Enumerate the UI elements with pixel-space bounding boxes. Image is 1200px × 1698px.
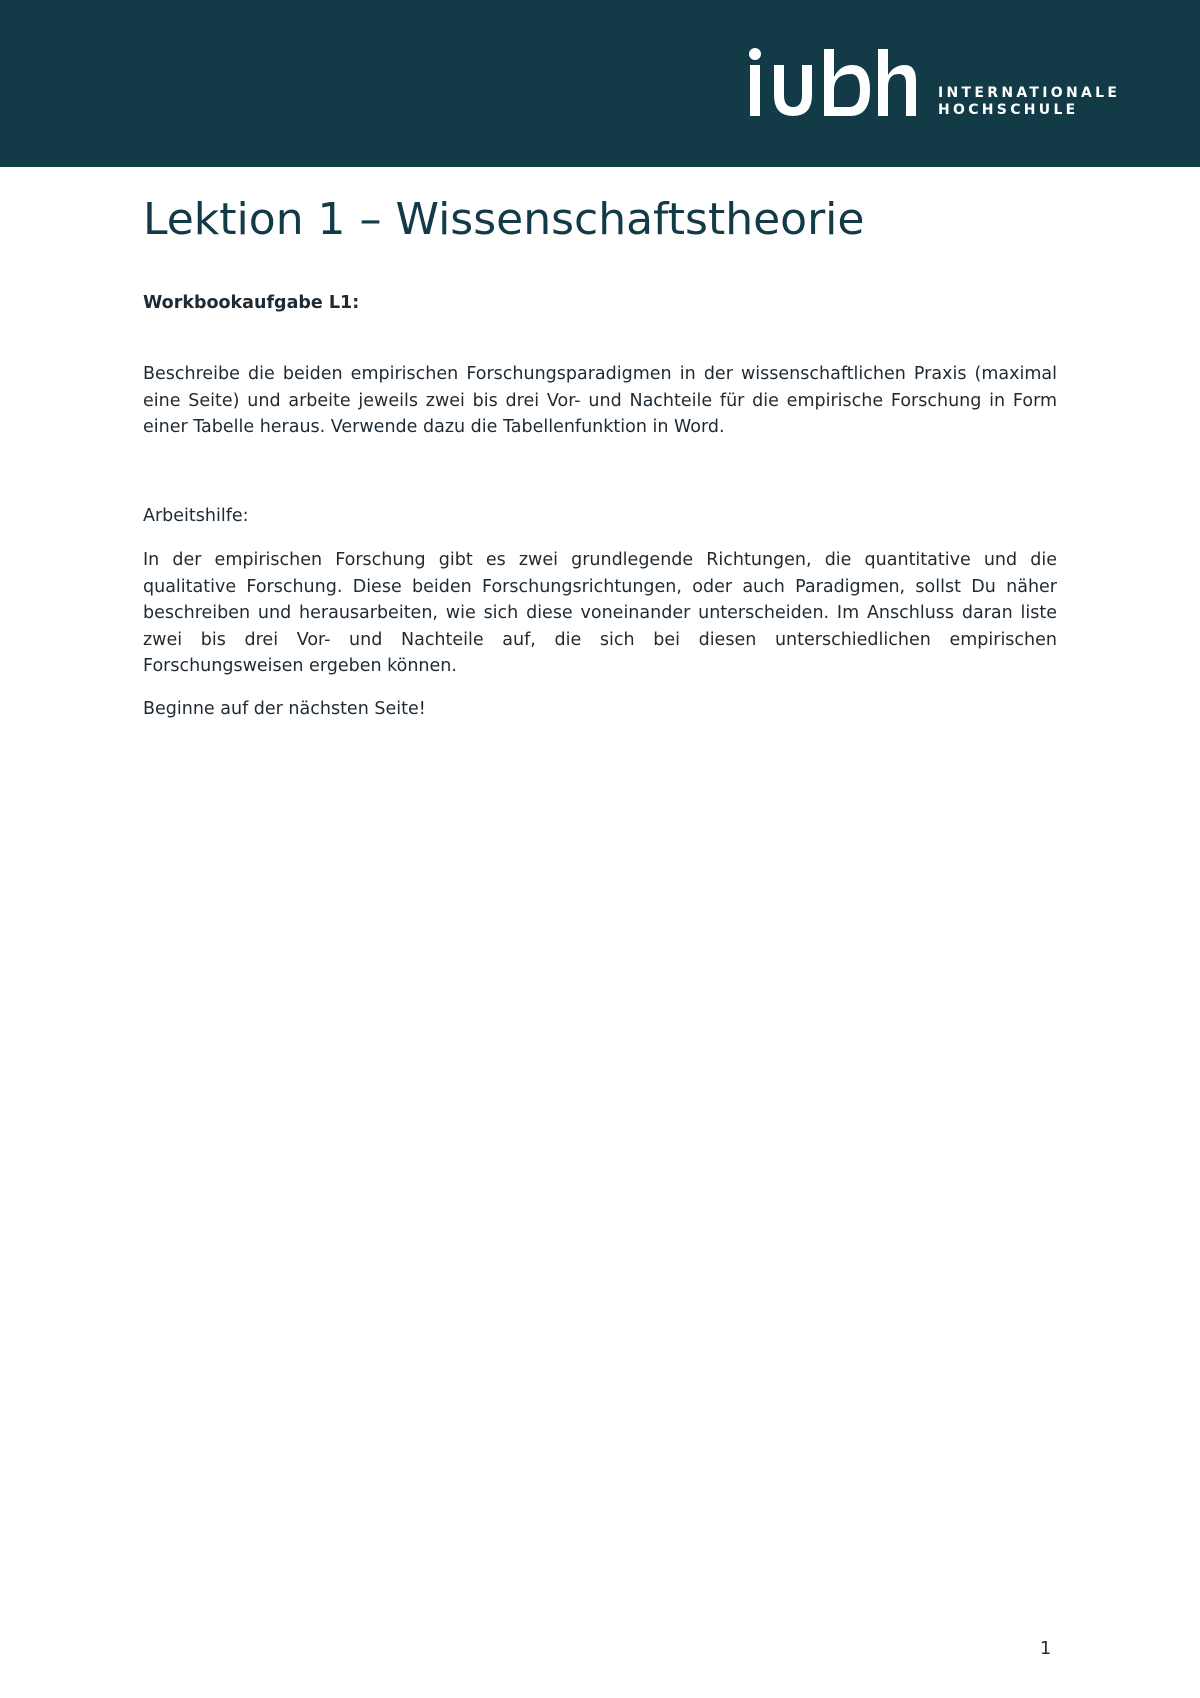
page-title: Lektion 1 – Wissenschaftstheorie bbox=[143, 194, 865, 245]
help-paragraph: In der empirischen Forschung gibt es zwei grundlegende Richtungen, die quantitative und die qualitative Forschung. Diese beiden Forschungsrichtungen, oder auch Paradigmen, sollst Du näher beschreiben und herausarbeiten, wie sich diese voneinander unterscheiden. Im Anschluss daran liste zwei bis drei Vor- und Nachteile auf, die sich bei diesen unterschiedlichen empirischen Forschungsweisen ergeben können. bbox=[143, 550, 1057, 676]
task-heading: Workbookaufgabe L1: bbox=[143, 293, 360, 313]
brand-line-2: HOCHSCHULE bbox=[938, 102, 1079, 118]
closing-paragraph: Beginne auf der nächsten Seite! bbox=[143, 699, 426, 719]
help-label: Arbeitshilfe: bbox=[143, 506, 249, 526]
brand-wordmark bbox=[938, 85, 1120, 119]
page-number: 1 bbox=[1040, 1639, 1052, 1659]
iubh-logo-mark bbox=[748, 47, 918, 117]
iubh-logo bbox=[748, 47, 1120, 119]
task-paragraph: Beschreibe die beiden empirischen Forschungsparadigmen in der wissenschaftlichen Praxis (maximal eine Seite) und arbeite jeweils zwei bis drei Vor- und Nachteile für die empirische Forschung in Form einer Tabelle heraus. Verwende dazu die Tabellenfunktion in Word. bbox=[143, 364, 1057, 437]
brand-line-1: INTERNATIONALE bbox=[938, 85, 1121, 101]
header-bar bbox=[0, 0, 1200, 167]
